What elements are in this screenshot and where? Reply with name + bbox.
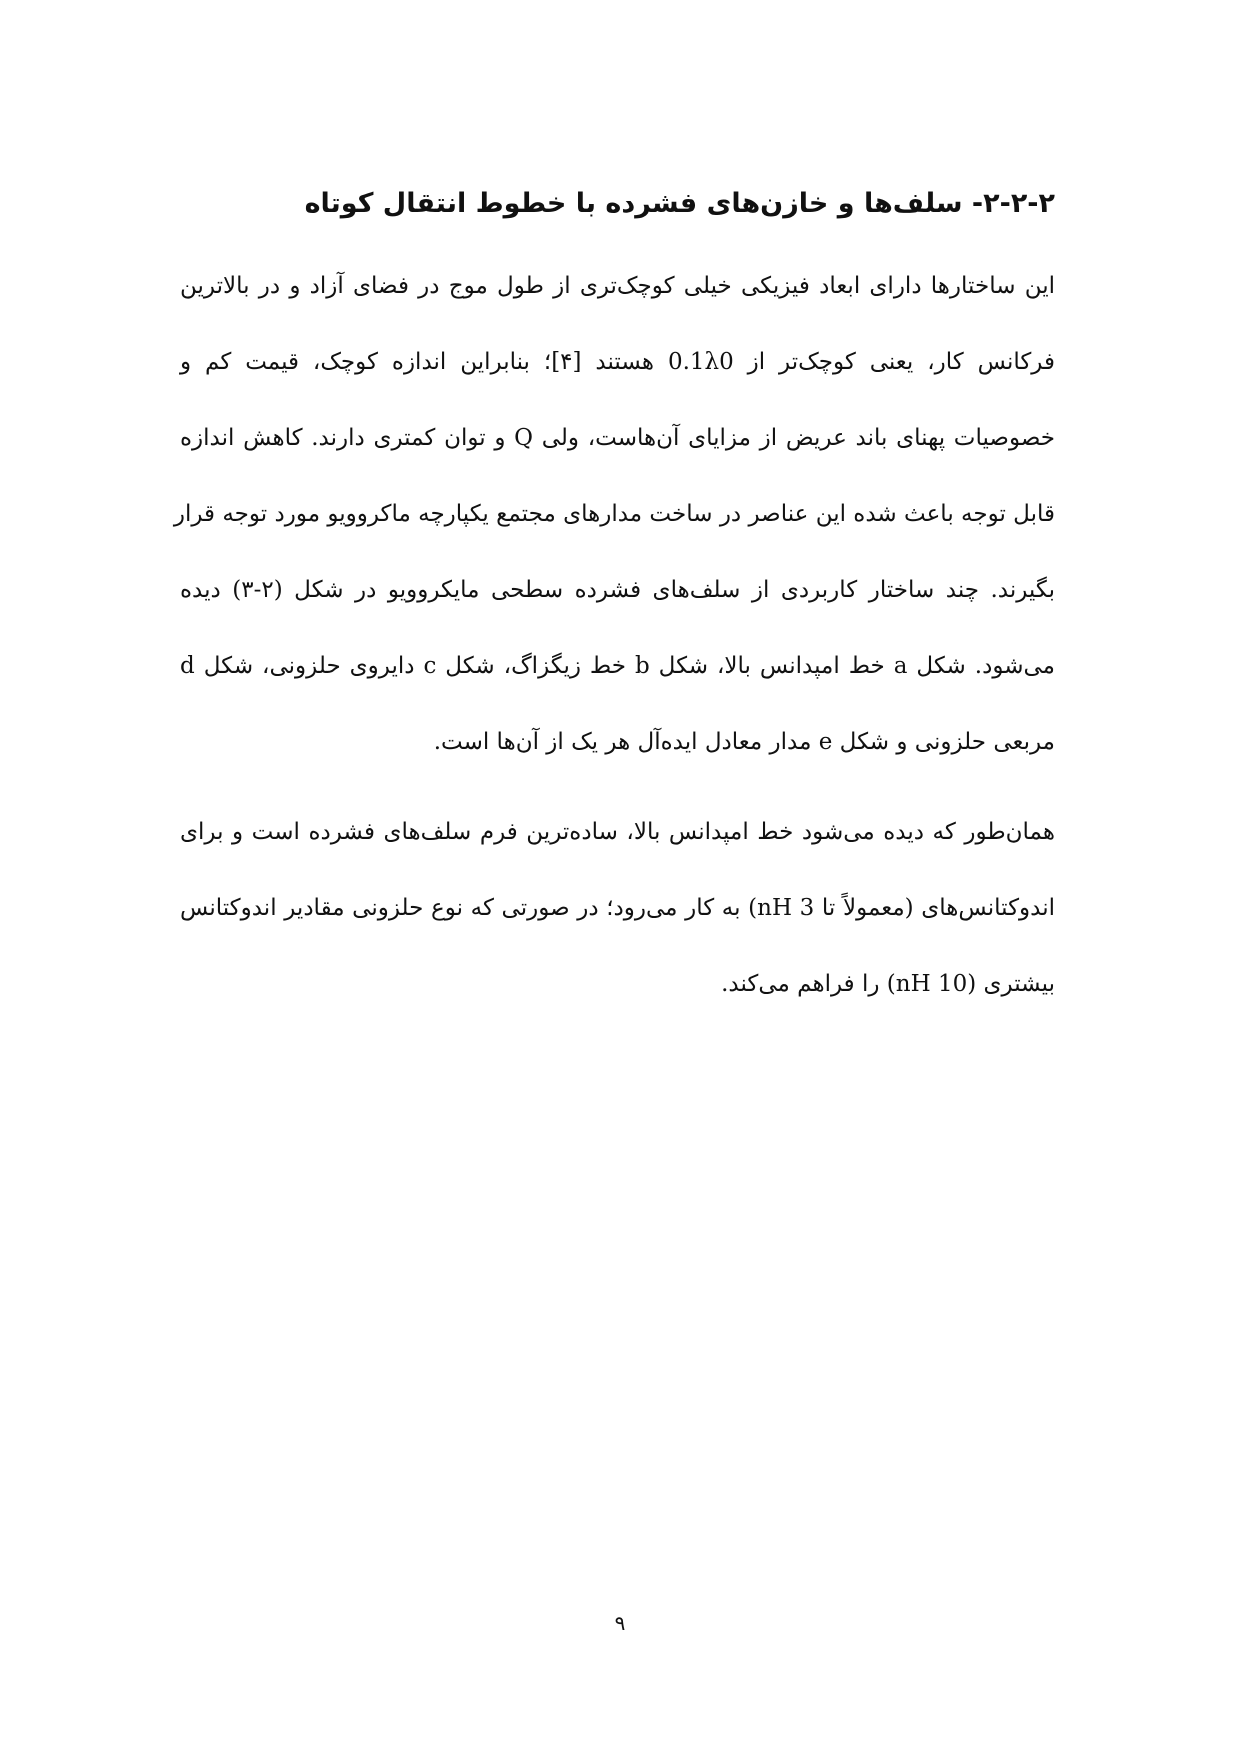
paragraph-line: خصوصیات پهنای باند عریض از مزایای آن‌هاست، ولی Q و توان کمتری دارند. کاهش اندازه (180, 425, 1055, 451)
paragraph-line: فرکانس کار، یعنی کوچک‌تر از 0.1λ0 هستند [۴]؛ بنابراین اندازه کوچک، قیمت کم و (180, 349, 1055, 375)
paragraph-line: اندوکتانس‌های (معمولاً تا 3 nH) به کار می‌رود؛ در صورتی که نوع حلزونی مقادیر اندوکتانس (180, 895, 1056, 921)
paragraph-1 (173, 248, 1055, 780)
paragraph-line: مربعی حلزونی و شکل e مدار معادل ایده‌آل هر یک از آن‌ها است. (433, 729, 1055, 755)
paragraph-line: این ساختارها دارای ابعاد فیزیکی خیلی کوچک‌تری از طول موج در فضای آزاد و در بالاترین (180, 273, 1055, 299)
paragraph-2 (180, 794, 1055, 1022)
section-heading: ۲-۲-۲- سلف‌ها و خازن‌های فشرده با خطوط انتقال کوتاه (304, 188, 1055, 219)
paragraph-line: بیشتری (10 nH) را فراهم می‌کند. (721, 971, 1055, 997)
paragraph-line: قابل توجه باعث شده این عناصر در ساخت مدارهای مجتمع یکپارچه ماکروویو مورد توجه قرار (173, 501, 1055, 527)
page-number: ۹ (614, 1611, 626, 1635)
paragraph-line: همان‌طور که دیده می‌شود خط امپدانس بالا، ساده‌ترین فرم سلف‌های فشرده است و برای (180, 819, 1055, 845)
paragraph-line: می‌شود. شکل a خط امپدانس بالا، شکل b خط زیگزاگ، شکل c دایروی حلزونی، شکل d (180, 653, 1055, 679)
paragraph-line: بگیرند. چند ساختار کاربردی از سلف‌های فشرده سطحی مایکروویو در شکل (۲-۳) دیده (180, 577, 1055, 603)
